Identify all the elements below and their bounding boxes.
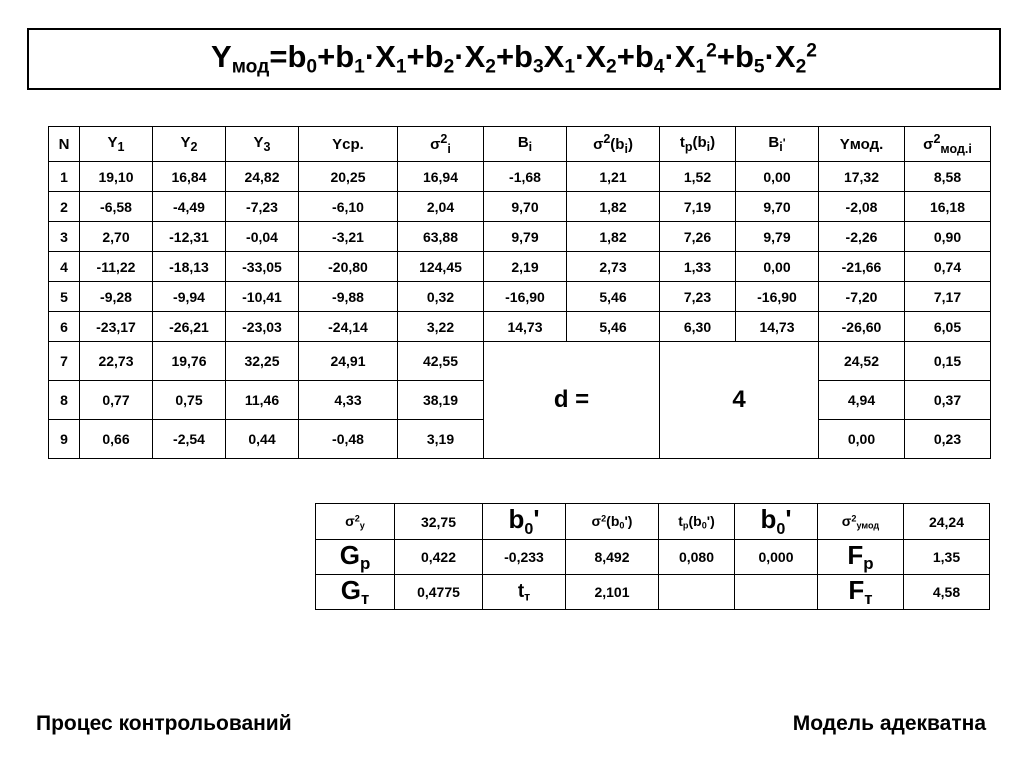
cell-ysr: -20,80 [299,252,398,282]
cell-ysr: -6,10 [299,192,398,222]
b0-prime-label: $b_0'$ [483,504,566,540]
summary-row-3 [316,575,990,610]
cell-y3: -0,04 [226,222,299,252]
table-row [49,312,991,342]
cell-y2: 19,76 [153,342,226,381]
cell-s2mod: 0,23 [905,420,991,459]
cell-y3: 0,44 [226,420,299,459]
table-row [49,192,991,222]
header-bi: $B_i$ [484,127,567,162]
header-tp-bi: $t_p(b_i)$ [660,127,736,162]
header-y3: $Y_3$ [226,127,299,162]
cell-s2i: 3,22 [398,312,484,342]
header-s2bi: $\sigma^2(b_i)$ [567,127,660,162]
header-y1: $Y_1$ [80,127,153,162]
cell-bi: 14,73 [484,312,567,342]
cell-bi: 2,19 [484,252,567,282]
header-ymod: Yмод. [819,127,905,162]
ft-value: 4,58 [904,575,990,610]
cell-n: 2 [49,192,80,222]
cell-ysr: 4,33 [299,381,398,420]
cell-y2: -26,21 [153,312,226,342]
table-header-row [49,127,991,162]
cell-y1: 22,73 [80,342,153,381]
cell-s2mod: 0,90 [905,222,991,252]
table-row [49,342,991,381]
cell-n: 1 [49,162,80,192]
cell-ysr: 20,25 [299,162,398,192]
cell-s2mod: 7,17 [905,282,991,312]
gt-label: $G_т$ [316,575,395,610]
cell-y2: 0,75 [153,381,226,420]
b0-prime-label-2: $b_0'$ [735,504,818,540]
cell-y3: -23,03 [226,312,299,342]
cell-ysr: 24,91 [299,342,398,381]
cell-s2i: 124,45 [398,252,484,282]
cell-y1: 19,10 [80,162,153,192]
cell-ysr: -0,48 [299,420,398,459]
cell-y2: -12,31 [153,222,226,252]
cell-y2: -2,54 [153,420,226,459]
cell-ymod: -2,08 [819,192,905,222]
sigma2-b0-prime-label: $\sigma^2(b_0')$ [566,504,659,540]
cell-y2: -9,94 [153,282,226,312]
cell-ysr: -24,14 [299,312,398,342]
cell-bi-prime: 9,70 [736,192,819,222]
cell-n: 3 [49,222,80,252]
cell-s2mod: 16,18 [905,192,991,222]
cell-y3: 11,46 [226,381,299,420]
footer-left-text: Процес контрольований [36,712,292,735]
tp-b0-prime-value: 0,080 [659,540,735,575]
cell-bi-prime: 9,79 [736,222,819,252]
cell-n: 9 [49,420,80,459]
cell-ysr: -9,88 [299,282,398,312]
cell-s2bi: 2,73 [567,252,660,282]
cell-bi-prime: 0,00 [736,252,819,282]
cell-tp: 1,52 [660,162,736,192]
cell-ymod: -21,66 [819,252,905,282]
cell-s2bi: 5,46 [567,282,660,312]
table-row [49,162,991,192]
table-row [49,282,991,312]
header-n: N [49,127,80,162]
model-formula: $Y_{мод}=b_0+b_1\cdot X_1+b_2\cdot X_2+b_3X_1\cdot X_2+b_4\cdot X_1^2+b_5\cdot X_2^2$ [211,39,817,78]
cell-tp: 7,19 [660,192,736,222]
cell-bi-prime: -16,90 [736,282,819,312]
cell-s2i: 63,88 [398,222,484,252]
sigma2-ymod-label: $\sigma^2_{умод}$ [818,504,904,540]
empty-cell-2 [735,575,818,610]
cell-s2mod: 0,74 [905,252,991,282]
cell-y3: -33,05 [226,252,299,282]
cell-bi: 9,70 [484,192,567,222]
summary-row-1 [316,504,990,540]
cell-s2i: 16,94 [398,162,484,192]
cell-s2i: 3,19 [398,420,484,459]
table-row [49,222,991,252]
tt-label: $t_т$ [483,575,566,610]
cell-y1: 0,77 [80,381,153,420]
gp-label: $G_р$ [316,540,395,575]
ft-label: $F_т$ [818,575,904,610]
summary-table [315,503,990,610]
sigma2-y-label: $\sigma^2_у$ [316,504,395,540]
cell-n: 8 [49,381,80,420]
cell-bi-prime: 0,00 [736,162,819,192]
cell-y3: 24,82 [226,162,299,192]
cell-y2: 16,84 [153,162,226,192]
cell-bi: -16,90 [484,282,567,312]
cell-y2: -4,49 [153,192,226,222]
cell-ymod: 17,32 [819,162,905,192]
cell-ymod: 0,00 [819,420,905,459]
cell-tp: 6,30 [660,312,736,342]
empty-cell-1 [659,575,735,610]
table-row [49,252,991,282]
cell-y1: -23,17 [80,312,153,342]
summary-row-2 [316,540,990,575]
header-s2mod: $\sigma^2_{мод.i}$ [905,127,991,162]
cell-s2i: 0,32 [398,282,484,312]
cell-y3: 32,25 [226,342,299,381]
d-label-cell: d = [484,342,660,459]
b0-prime-value-2: 0,000 [735,540,818,575]
fp-label: $F_р$ [818,540,904,575]
cell-bi-prime: 14,73 [736,312,819,342]
cell-n: 5 [49,282,80,312]
gt-value: 0,4775 [395,575,483,610]
cell-s2i: 2,04 [398,192,484,222]
cell-ymod: -7,20 [819,282,905,312]
cell-s2mod: 6,05 [905,312,991,342]
cell-tp: 1,33 [660,252,736,282]
cell-n: 7 [49,342,80,381]
cell-n: 4 [49,252,80,282]
cell-y3: -10,41 [226,282,299,312]
cell-s2i: 42,55 [398,342,484,381]
cell-y1: -6,58 [80,192,153,222]
cell-y1: 2,70 [80,222,153,252]
cell-y2: -18,13 [153,252,226,282]
cell-s2bi: 5,46 [567,312,660,342]
cell-tp: 7,23 [660,282,736,312]
cell-bi: 9,79 [484,222,567,252]
cell-ymod: 4,94 [819,381,905,420]
cell-ymod: -26,60 [819,312,905,342]
tt-value: 2,101 [566,575,659,610]
gp-value: 0,422 [395,540,483,575]
cell-y1: -11,22 [80,252,153,282]
header-s2i: $\sigma^2_i$ [398,127,484,162]
header-bi-prime: $B_i'$ [736,127,819,162]
cell-y1: -9,28 [80,282,153,312]
b0-prime-value: -0,233 [483,540,566,575]
formula-box [27,28,1001,90]
cell-ymod: -2,26 [819,222,905,252]
cell-s2mod: 0,15 [905,342,991,381]
cell-s2bi: 1,82 [567,192,660,222]
header-y2: $Y_2$ [153,127,226,162]
cell-ysr: -3,21 [299,222,398,252]
sigma2-y-value: 32,75 [395,504,483,540]
cell-ymod: 24,52 [819,342,905,381]
footer-right-text: Модель адекватна [792,712,986,735]
cell-y1: 0,66 [80,420,153,459]
cell-y3: -7,23 [226,192,299,222]
cell-s2bi: 1,82 [567,222,660,252]
cell-tp: 7,26 [660,222,736,252]
cell-n: 6 [49,312,80,342]
cell-s2mod: 0,37 [905,381,991,420]
cell-bi: -1,68 [484,162,567,192]
cell-s2mod: 8,58 [905,162,991,192]
cell-s2i: 38,19 [398,381,484,420]
fp-value: 1,35 [904,540,990,575]
header-ysr: Yср. [299,127,398,162]
main-data-table [48,126,991,459]
sigma2-b0-prime-value: 8,492 [566,540,659,575]
d-value-cell: 4 [660,342,819,459]
cell-s2bi: 1,21 [567,162,660,192]
tp-b0-prime-label: $t_p(b_0')$ [659,504,735,540]
sigma2-ymod-value: 24,24 [904,504,990,540]
